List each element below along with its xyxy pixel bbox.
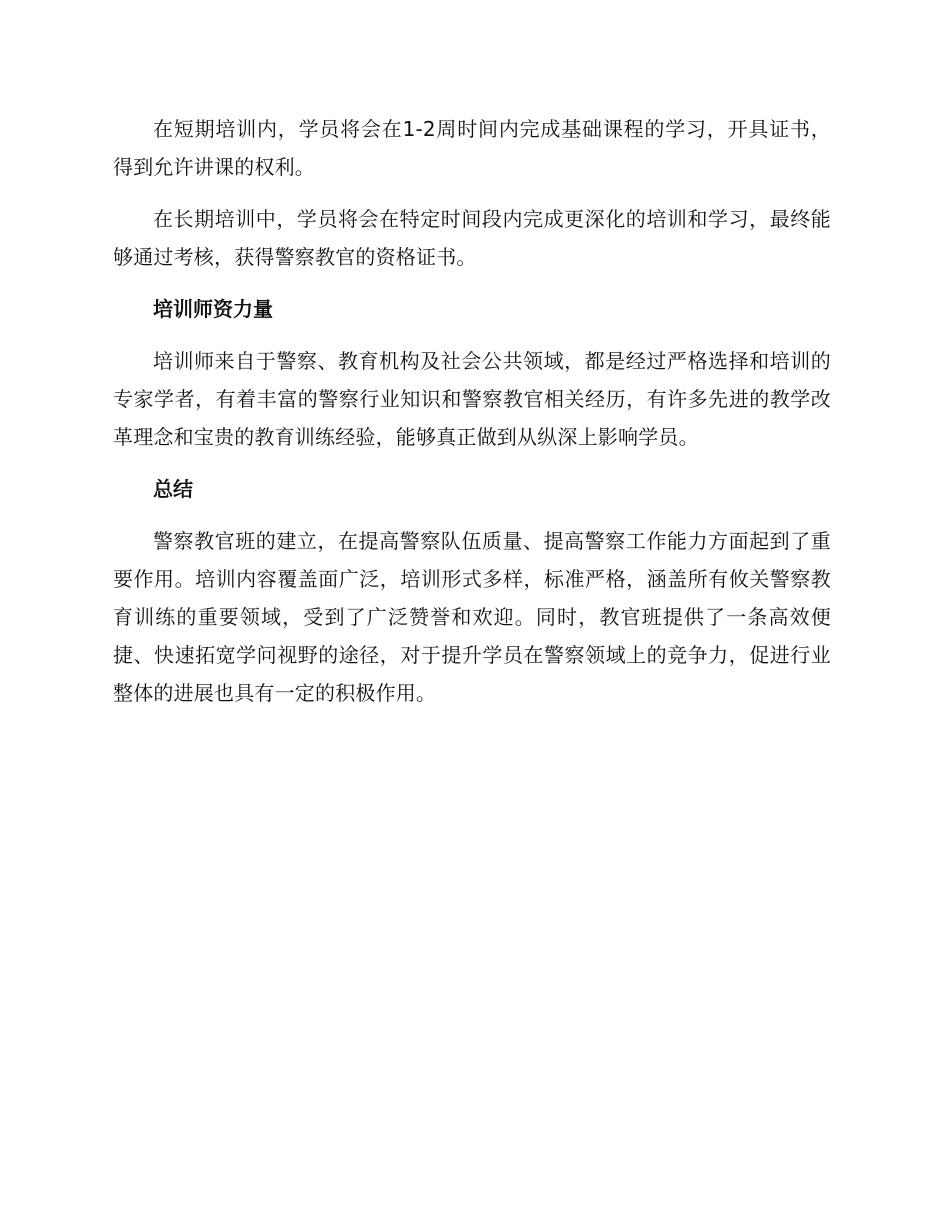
paragraph-short-term-training: 在短期培训内，学员将会在1-2周时间内完成基础课程的学习，开具证书，得到允许讲课的权利。 [113, 117, 831, 179]
document-body [113, 110, 831, 726]
section-heading-summary: 总结 [153, 477, 193, 501]
paragraph-long-term-training: 在长期培训中，学员将会在特定时间段内完成更深化的培训和学习，最终能够通过考核，获得警察教官的资格证书。 [113, 207, 831, 269]
section-heading-trainers: 培训师资力量 [153, 297, 273, 321]
paragraph-summary: 警察教官班的建立，在提高警察队伍质量、提高警察工作能力方面起到了重要作用。培训内容覆盖面广泛，培训形式多样，标准严格，涵盖所有攸关警察教育训练的重要领域，受到了广泛赞誉和欢迎。同时，教官班提供了一条高效便捷、快速拓宽学问视野的途径，对于提升学员在警察领域上的竞争力，促进行业整体的进展也具有一定的积极作用。 [113, 529, 831, 705]
paragraph-trainers: 培训师来自于警察、教育机构及社会公共领域，都是经过严格选择和培训的专家学者，有着丰富的警察行业知识和警察教官相关经历，有许多先进的教学改革理念和宝贵的教育训练经验，能够真正做到从纵深上影响学员。 [113, 349, 831, 449]
